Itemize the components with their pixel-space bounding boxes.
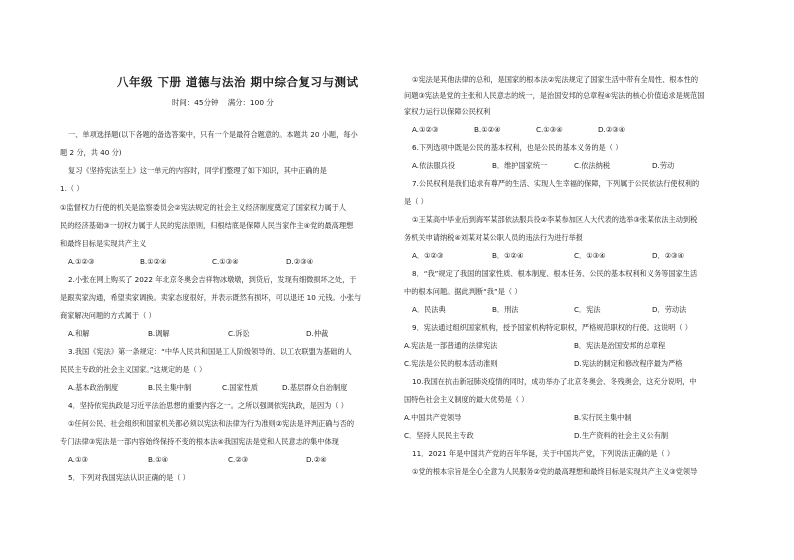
q6-option-c[interactable]: C.依法纳税	[574, 161, 611, 170]
q4-option-d[interactable]: D.②④	[306, 455, 327, 464]
q8-line-1: 8．“我”规定了我国的国家性质、根本制度、根本任务、公民的基本权利和义务等国家生活	[412, 269, 698, 278]
q10-line-1: 10.我国在抗击新冠肺炎疫情的同时，成功举办了北京冬奥会、冬残奥会，这充分说明，中	[412, 377, 697, 386]
q10-option-b[interactable]: B.实行民主集中制	[574, 413, 632, 422]
q5-option-b[interactable]: B.①②④	[474, 125, 501, 134]
q3-line-1: 3.我国《宪法》第一条规定：“中华人民共和国是工人阶级领导的、以工农联盟为基础的人	[68, 347, 352, 356]
q9-option-d[interactable]: D.宪法的制定和修改程序最为严格	[574, 359, 683, 368]
q1-body-line-1: ①监督权力行使的机关是监察委员会②宪法规定的社会主义经济制度奠定了国家权力属于人	[60, 203, 347, 212]
q8-line-2: 中的根本问题。据此判断“我”是（ ）	[404, 287, 522, 296]
q10-option-a[interactable]: A.中国共产党领导	[404, 413, 462, 422]
q6-line: 6.下列选项中既是公民的基本权利，也是公民的基本义务的是（ ）	[412, 143, 623, 152]
section-instructions-line-2: 题 2 分，共 40 分)	[60, 148, 122, 157]
q7-line-4: 务机关申请纳税④刘某对某公职人员的违法行为进行举报	[404, 233, 583, 242]
q9-line: 9．宪法通过组织国家机构，授予国家机构特定职权，严格规范职权的行使。这说明（ ）	[412, 323, 692, 332]
q7-option-a[interactable]: A．①②③	[412, 251, 444, 260]
q2-option-a[interactable]: A.和解	[68, 329, 90, 338]
q3-line-2: 民民主专政的社会主义国家。”这规定的是（ ）	[60, 365, 207, 374]
q4-line-3: 专门法律③宪法是一部内容始终保持不变的根本法④我国宪法是党和人民意志的集中体现	[60, 437, 339, 446]
page-title: 八年级 下册 道德与法治 期中综合复习与测试	[117, 75, 359, 89]
q4-option-b[interactable]: B.①④	[148, 455, 169, 464]
q9-option-c[interactable]: C.宪法是公民的根本活动准则	[404, 359, 498, 368]
q2-option-c[interactable]: C.诉讼	[228, 329, 250, 338]
q1-body-line-2: 民的经济基础③一切权力属于人民的宪法原则，归根结底是保障人民当家作主④党的最高理想	[60, 221, 354, 230]
q1-option-d[interactable]: D.②③④	[286, 257, 314, 266]
q3-option-c[interactable]: C.国家性质	[222, 383, 259, 392]
q1-body-line-3: 和最终目标是实现共产主义	[60, 239, 147, 248]
q10-option-d[interactable]: D.生产资料的社会主义公有制	[574, 431, 669, 440]
q9-option-b[interactable]: B．宪法是治国安邦的总章程	[574, 341, 666, 350]
q5-cont-line-1: ①宪法是其他法律的总和，是国家的根本法②宪法规定了国家生活中带有全局性、根本性的	[412, 75, 699, 84]
q5-cont-line-3: 家权力运行以保障公民权利	[404, 107, 491, 116]
q7-line-1: 7.公民权利是我们追求有尊严的生活、实现人生幸福的保障，下列属于公民依法行使权利的	[412, 179, 700, 188]
q10-line-2: 国特色社会主义制度的最大优势是（ ）	[404, 395, 529, 404]
q2-option-d[interactable]: D.仲裁	[306, 329, 329, 338]
q1-option-c[interactable]: C.①③④	[212, 257, 239, 266]
q3-option-d[interactable]: D.基层群众自治制度	[282, 383, 348, 392]
q8-option-d[interactable]: D．劳动法	[652, 305, 687, 314]
q5-option-c[interactable]: C.①③④	[536, 125, 563, 134]
section-instructions-line-1: 一、单项选择题(以下各题的备选答案中，只有一个是最符合题意的。本题共 20 小题，每小	[68, 130, 358, 139]
q8-option-a[interactable]: A．民法典	[412, 305, 446, 314]
q4-option-a[interactable]: A.①③	[68, 455, 88, 464]
q9-option-a[interactable]: A.宪法是一部普通的法律宪法	[404, 341, 498, 350]
q4-line-2: ①任何公民、社会组织和国家机关都必须以宪法和法律为行为准则②宪法是评判正确与否的	[68, 419, 355, 428]
q7-line-3: ①王某高中毕业后到海军某部依法服兵役②李某参加区人大代表的选举③张某依法主动到税	[412, 215, 698, 224]
q7-option-d[interactable]: D．②③④	[652, 251, 685, 260]
q3-option-b[interactable]: B.民主集中制	[148, 383, 192, 392]
q2-option-b[interactable]: B.调解	[148, 329, 170, 338]
q11-line-1: 11．2021 年是中国共产党的百年华诞，关于中国共产党，下列说法正确的是（ ）	[412, 449, 675, 458]
exam-meta: 时间：45分钟 满分：100 分	[172, 98, 274, 107]
q3-option-a[interactable]: A.基本政治制度	[68, 383, 119, 392]
q5-option-d[interactable]: D.②③④	[598, 125, 626, 134]
q5-option-a[interactable]: A.①②③	[412, 125, 439, 134]
q7-option-b[interactable]: B．①②④	[492, 251, 524, 260]
q2-line-2: 是跟卖家沟通，希望卖家调换。卖家态度很好，并表示既然有损坏，可以退还 10 元钱。小张与	[60, 293, 362, 302]
q1-option-a[interactable]: A.①②③	[68, 257, 95, 266]
q5-line: 5．下列对我国宪法认识正确的是（ ）	[68, 473, 190, 482]
q2-line-3: 商家解决问题的方式属于（ ）	[60, 311, 156, 320]
q11-line-2: ①党的根本宗旨是全心全意为人民服务②党的最高理想和最终目标是实现共产主义③党领导	[412, 467, 698, 476]
q8-option-b[interactable]: B．刑法	[492, 305, 519, 314]
q2-line-1: 2.小张在网上购买了 2022 年北京冬奥会吉祥物冰墩墩，到货后，发现有细微损坏之处，于	[68, 275, 357, 284]
q4-option-c[interactable]: C.②③	[228, 455, 249, 464]
q5-cont-line-2: 问题③宪法是党的主张和人民意志的统一，是治国安邦的总章程④宪法的核心价值追求是规范国	[404, 91, 705, 100]
q6-option-b[interactable]: B．维护国家统一	[492, 161, 548, 170]
q8-option-c[interactable]: C．宪法	[574, 305, 601, 314]
q4-line-1: 4．坚持依宪执政是习近平法治思想的重要内容之一。之所以强调依宪执政，是因为（ ）	[68, 401, 348, 410]
q7-option-c[interactable]: C．①③④	[574, 251, 606, 260]
q1-stem: 复习《坚持宪法至上》这一单元的内容时，同学们整理了如下知识，其中正确的是	[68, 166, 327, 175]
q6-option-a[interactable]: A.依法服兵役	[412, 161, 456, 170]
q6-option-d[interactable]: D.劳动	[652, 161, 675, 170]
q1-stem-blank: 1.（ ）	[60, 184, 84, 193]
q1-option-b[interactable]: B.①②④	[140, 257, 167, 266]
q7-line-2: 是（ ）	[404, 197, 428, 206]
q10-option-c[interactable]: C．坚持人民民主专政	[404, 431, 474, 440]
